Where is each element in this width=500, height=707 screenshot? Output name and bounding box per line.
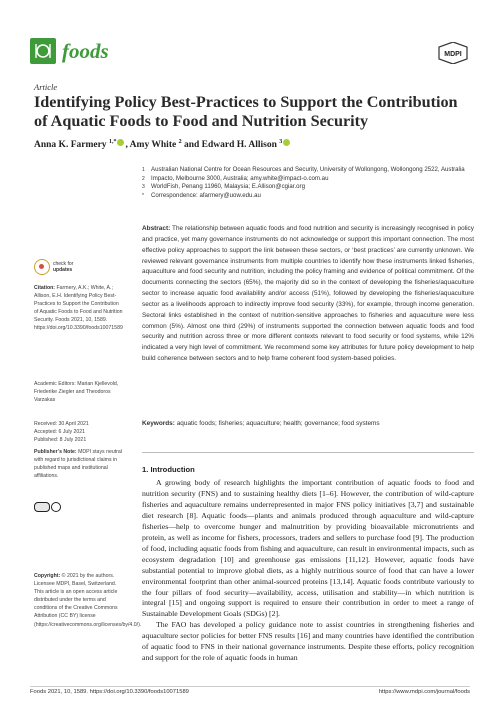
affiliation-item bbox=[142, 183, 472, 191]
check-updates-text bbox=[53, 262, 73, 273]
author-name: , Amy White bbox=[125, 140, 177, 151]
received-date: Received: 30 April 2021 bbox=[34, 421, 89, 427]
paragraph: A growing body of research highlights the important contribution of aquatic foods to food and nutrition security (FNS) and to sustaining healthy diets [1–6]. However, the contribution of wild-capture fisheries and aquaculture remains underrepresented in major FNS policy initiatives [3,7] and sustainable diet research [8]. Aquatic foods—plants and animals produced through aquaculture and wild-capture fisheries—help to overcome hunger and malnutrition by providing bioavailable micronutrients and protein, as well as income for fishers, processors, traders and sellers to purchase food [9]. The production of food, including aquatic foods from fishing and aquaculture, can result in environmental impacts, such as ecosystem degradation [10] and greenhouse gas emissions [11,12]. However, aquatic foods have substantial potential to improve global diets, as a highly nutritious source of food that can have a lower environmental footprint than other animal-sourced proteins [13,14]. Aquatic foods contribute variously to the four pillars of food security—availability, access, utilisation and stability—in which nutrition is integral [15] and ongoing support is required to ensure their contribution in order to meet a range of Sustainable Development Goals (SDGs) [2]. bbox=[142, 478, 474, 619]
publisher-name: MDPI bbox=[444, 51, 462, 58]
author-affiliation-marker: 2 bbox=[178, 139, 182, 145]
affiliation-item bbox=[142, 192, 472, 200]
license-block bbox=[34, 500, 124, 515]
affiliation-marker: 3 bbox=[142, 184, 145, 191]
keywords bbox=[142, 420, 474, 427]
affiliation-text: Impacto, Melbourne 3000, Australia; amy.white@impact-o.com.au bbox=[151, 174, 329, 182]
abstract bbox=[142, 224, 474, 365]
author-affiliation-marker: 1,* bbox=[108, 139, 117, 145]
fork-knife-icon bbox=[33, 41, 53, 61]
publisher-note-label: Publisher’s Note: bbox=[34, 449, 77, 455]
academic-editors: Academic Editors: Marian Kjellevold, Friederike Ziegler and Theodoros Varzakas bbox=[34, 381, 119, 404]
update-icon bbox=[34, 259, 50, 275]
journal-url[interactable]: https://www.mdpi.com/journal/foods bbox=[378, 689, 470, 695]
affiliation-text: WorldFish, Penang 11960, Malaysia; E.Allison@cgiar.org bbox=[151, 183, 305, 191]
keywords-text: aquatic foods; fisheries; aquaculture; health; governance; food systems bbox=[174, 420, 380, 427]
published-date: Published: 8 July 2021 bbox=[34, 437, 87, 444]
copyright-text: © 2021 by the authors. Licensee MDPI, Basel, Switzerland. This article is an open access article distributed under the terms and conditions of the Creative Commons Attribution (CC BY) license (https://creativecommons.org/licenses/by/4.0/). bbox=[34, 573, 142, 628]
check-updates-line1: check for bbox=[53, 261, 74, 267]
journal-name: foods bbox=[62, 39, 109, 63]
affiliation-text: Australian National Centre for Ocean Resources and Security, University of Wollongong, Wollongong 2522, Australia bbox=[151, 166, 465, 173]
cc-by-license-icon[interactable] bbox=[34, 502, 61, 512]
article-type: Article bbox=[34, 82, 58, 92]
journal-header bbox=[30, 38, 470, 68]
citation-block bbox=[34, 284, 124, 333]
attribution-icon bbox=[51, 502, 61, 512]
cc-icon bbox=[34, 502, 50, 512]
paragraph: The FAO has developed a policy guidance note to assist countries in strengthening fisheries and aquaculture sector policies for better FNS results [16] and many countries have identified the contribution of aquatic food to FNS in their national governance instruments. Despite these efforts, policy recognition and support for the role of aquatic foods in human bbox=[142, 620, 474, 663]
abstract-label: Abstract: bbox=[142, 225, 171, 232]
orcid-icon[interactable] bbox=[283, 139, 290, 146]
abstract-text: The relationship between aquatic foods and food nutrition and security is increasingly recognised in policy and practice, yet many governance instruments do not acknowledge or support this important connection. The most effective policy approaches to support the link between these sectors, or ‘best practices’ are currently unknown. We reviewed relevant governance instruments from multiple countries to identify how these instruments linked fisheries, aquaculture and food security and nutrition, including the policy framing and evidence of political commitment. Of the documents connecting the sectors (65%), the majority did so in the context of developing the fisheries/aquaculture sector to increase aquatic food availability and/or access (51%), followed by developing the fisheries/aquaculture sector as a livelihoods approach to indirectly improve food security (33%), for example, through income generation. Sectoral links established in the context of nutrition-sensitive approaches to fisheries and aquaculture were less common (5%). Almost one third (29%) of instruments supported the connection between aquatic foods and food security and nutrition across three or more different contexts relevant to food security or food systems, while 12% indicated a very high level of commitment. We recommend some key attributes for future policy development to help build coherence between sectors and to help frame coherent food system-based policies. bbox=[142, 225, 474, 363]
affiliation-text: Correspondence: afarmery@uow.edu.au bbox=[151, 192, 261, 200]
copyright-label: Copyright: bbox=[34, 573, 61, 579]
affiliation-marker: 2 bbox=[142, 175, 145, 182]
author-name: Anna K. Farmery bbox=[34, 140, 107, 151]
keywords-label: Keywords: bbox=[142, 420, 175, 427]
mdpi-logo bbox=[438, 42, 468, 69]
copyright-block bbox=[34, 572, 142, 629]
check-updates-line2: updates bbox=[53, 266, 73, 273]
affiliation-marker: 1 bbox=[142, 167, 145, 173]
affiliation-item bbox=[142, 175, 472, 183]
section-heading: 1. Introduction bbox=[142, 465, 195, 474]
article-title: Identifying Policy Best-Practices to Support the Contribution of Aquatic Foods to Food and Nutrition Security bbox=[34, 93, 458, 130]
citation-text: Farmery, A.K.; White, A.; Allison, E.H. Identifying Policy Best-Practices to Support the Contribution of Aquatic Foods to Food and Nutrition Security. Foods 2021, 10, 1589. https://doi.org/10.3390/foods10071589 bbox=[34, 285, 123, 332]
footer-citation[interactable]: Foods 2021, 10, 1589. https://doi.org/10.3390/foods10071589 bbox=[30, 689, 189, 695]
affiliation-item bbox=[142, 166, 472, 174]
affiliation-marker: * bbox=[142, 193, 144, 200]
footer-divider bbox=[30, 686, 470, 687]
journal-logo bbox=[30, 38, 56, 64]
orcid-icon[interactable] bbox=[117, 139, 124, 146]
editors-block bbox=[34, 380, 124, 404]
citation-label: Citation: bbox=[34, 285, 56, 291]
affiliation-list bbox=[142, 166, 472, 201]
publisher-note bbox=[34, 448, 124, 480]
accepted-date: Accepted: 6 July 2021 bbox=[34, 429, 86, 436]
dates-block bbox=[34, 420, 124, 444]
author-affiliation-marker: 3 bbox=[279, 139, 283, 145]
section-divider bbox=[142, 452, 474, 453]
publisher-note-text: MDPI stays neutral with regard to jurisdictional claims in published maps and institutional affiliations. bbox=[34, 449, 122, 480]
check-for-updates-badge[interactable] bbox=[34, 259, 94, 277]
body-text bbox=[142, 478, 474, 664]
author-name: and Edward H. Allison bbox=[181, 140, 277, 151]
author-list bbox=[34, 139, 291, 150]
